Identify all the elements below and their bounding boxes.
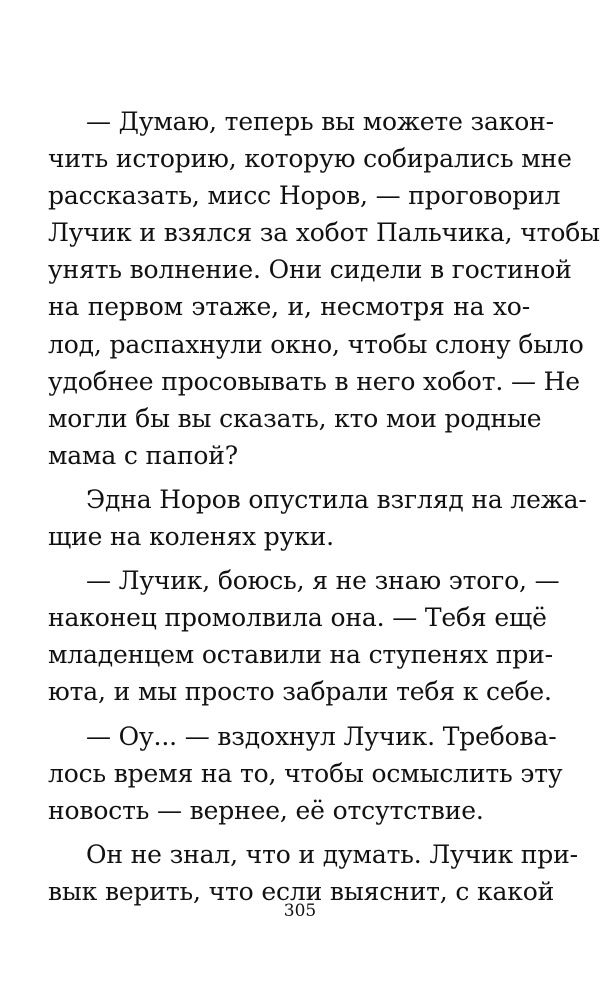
- text-line: лод, распахнули окно, чтобы слону было: [48, 329, 584, 359]
- body-text: [48, 103, 600, 910]
- text-line: щие на коленях руки.: [48, 522, 334, 552]
- text-line: чить историю, которую собирались мне: [48, 144, 572, 174]
- paragraph: [48, 481, 587, 555]
- page-number: 305: [283, 901, 317, 921]
- text-line: юта, и мы просто забрали тебя к себе.: [48, 677, 552, 707]
- paragraph-gap: [48, 711, 530, 718]
- paragraph: [48, 562, 560, 710]
- text-line: удобнее просовывать в него хобот. — Не: [48, 366, 580, 396]
- text-line: Он не знал, что и думать. Лучик при-: [86, 839, 578, 869]
- paragraph: [48, 836, 578, 910]
- text-line: — Оу... — вздохнул Лучик. Требова-: [86, 721, 557, 751]
- text-line: унять волнение. Они сидели в гостиной: [48, 255, 572, 285]
- text-line: мама с папой?: [48, 440, 238, 470]
- text-line: — Думаю, теперь вы можете закон-: [86, 107, 554, 136]
- paragraph-gap: [48, 555, 530, 562]
- paragraph-gap: [48, 474, 530, 481]
- text-line: на первом этаже, и, несмотря на хо-: [48, 292, 530, 322]
- paragraph: [48, 718, 563, 829]
- text-line: — Лучик, боюсь, я не знаю этого, —: [86, 566, 560, 596]
- paragraph: [48, 103, 600, 474]
- text-line: лось время на то, чтобы осмыслить эту: [48, 758, 563, 788]
- text-line: рассказать, мисс Норов, — проговорил: [48, 181, 561, 211]
- paragraph-gap: [48, 829, 530, 836]
- text-line: Эдна Норов опустила взгляд на лежа-: [86, 484, 587, 514]
- text-line: новость — вернее, её отсутствие.: [48, 795, 484, 825]
- text-line: наконец промолвила она. — Тебя ещё: [48, 603, 547, 633]
- text-line: могли бы вы сказать, кто мои родные: [48, 403, 542, 433]
- text-line: вык верить, что если выяснит, с какой: [48, 876, 555, 906]
- text-line: младенцем оставили на ступенях при-: [48, 640, 553, 670]
- text-line: Лучик и взялся за хобот Пальчика, чтобы: [48, 218, 600, 248]
